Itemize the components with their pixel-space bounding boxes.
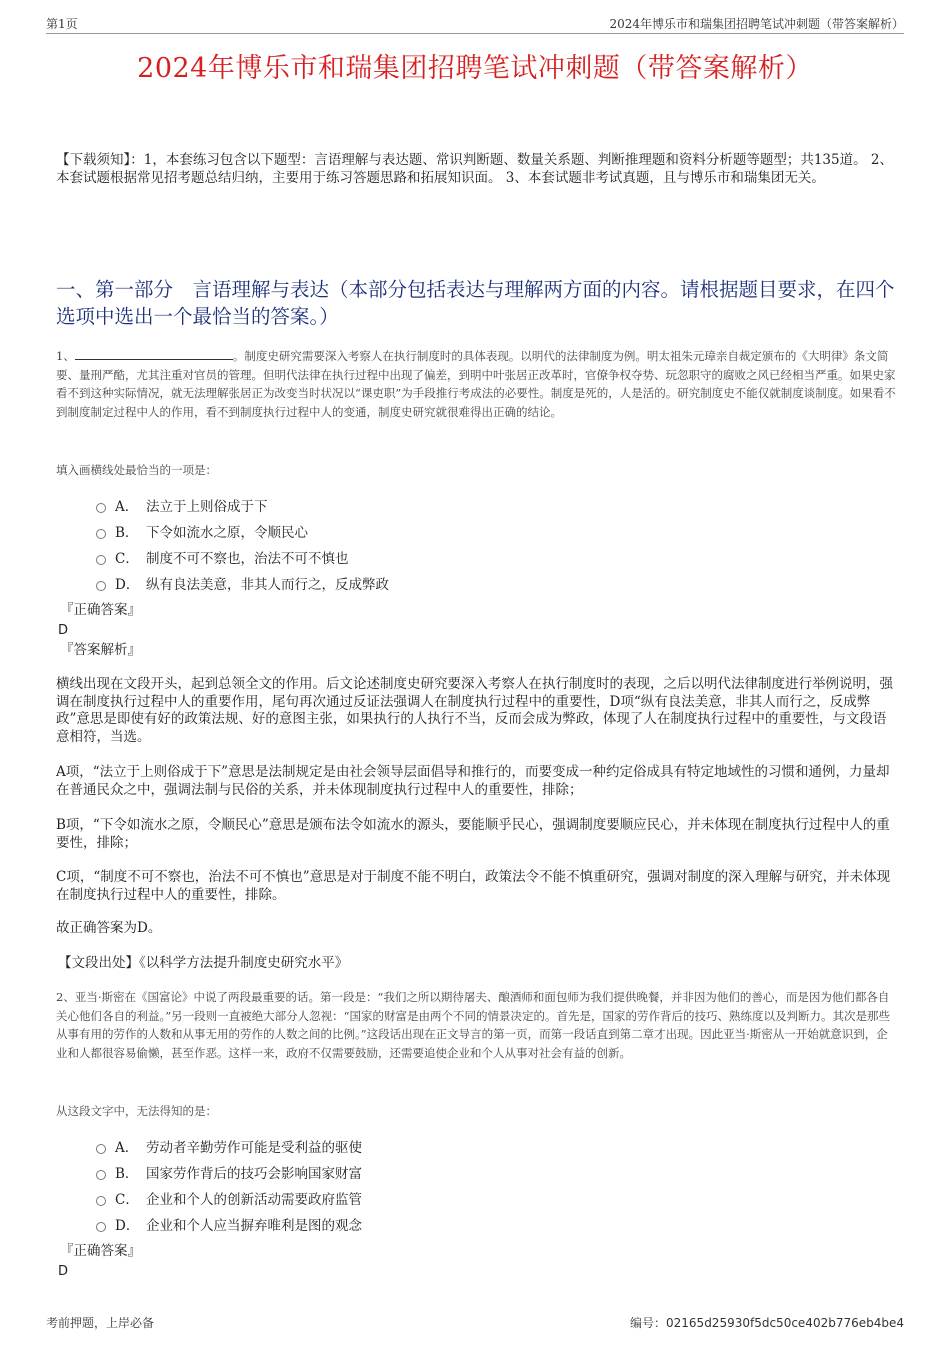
page-title: 2024年博乐市和瑞集团招聘笔试冲刺题（带答案解析）	[137, 53, 813, 84]
analysis-label: 『答案解析』	[60, 642, 141, 658]
radio-button[interactable]	[96, 529, 106, 539]
footer-code: 编号：02165d25930f5dc50ce402b776eb4be4	[630, 1316, 904, 1330]
option-b[interactable]: B． 国家劳作背后的技巧会影响国家财富	[96, 1159, 362, 1185]
option-a[interactable]: A． 法立于上则俗成于下	[96, 492, 389, 518]
question-2-options	[96, 1133, 362, 1237]
fill-blank	[75, 347, 233, 360]
answer-value: D	[58, 1264, 69, 1279]
header-divider	[46, 33, 904, 34]
radio-button[interactable]	[96, 555, 106, 565]
answer-label: 『正确答案』	[60, 602, 141, 618]
radio-button[interactable]	[96, 1144, 106, 1154]
radio-button[interactable]	[96, 503, 106, 513]
analysis-paragraph: C项，“制度不可不察也，治法不可不慎也”意思是对于制度不能不明白，政策法令不能不慎重研究，强调对制度的深入理解与研究，并未体现在制度执行过程中人的重要性，排除。	[56, 869, 891, 903]
question-number: 1、	[56, 349, 75, 363]
question-2-stem: 2、亚当·斯密在《国富论》中说了两段最重要的话。第一段是：“我们之所以期待屠夫、酿酒师和面包师为我们提供晚餐，并非因为他们的善心，而是因为他们都各自关心他们各自的利益。”另一段则一直被绝大部分人忽视：“国家的财富是由两个不同的情景决定的。首先是，国家的劳作背后的技巧、熟练度以及判断力。其次是那些从事有用的劳作的人数和从事无用的劳作的人数之间的比例。”这段话出现在正文导言的第一页，而第一段话直到第二章才出现。因此亚当·斯密从一开始就意识到，企业和人都很容易偷懒，甚至作恶。这样一来，政府不仅需要鼓励，还需要追使企业和个人从事对社会有益的创新。	[56, 990, 890, 1060]
footer-slogan: 考前押题，上岸必备	[46, 1316, 155, 1330]
answer-value: D	[58, 623, 69, 638]
option-b[interactable]: B． 下令如流水之原，令顺民心	[96, 518, 389, 544]
section-heading: 一、第一部分 言语理解与表达（本部分包括表达与理解两方面的内容。请根据题目要求，在四个选项中选出一个最恰当的答案。）	[56, 278, 895, 328]
option-a[interactable]: A． 劳动者辛勤劳作可能是受利益的驱使	[96, 1133, 362, 1159]
option-d[interactable]: D． 企业和个人应当摒弃唯利是图的观念	[96, 1211, 362, 1237]
source-citation: 【文段出处】《以科学方法提升制度史研究水平》	[58, 955, 349, 971]
page-number: 第1页	[46, 17, 78, 31]
header-doc-title: 2024年博乐市和瑞集团招聘笔试冲刺题（带答案解析）	[609, 17, 904, 31]
radio-button[interactable]	[96, 1196, 106, 1206]
analysis-paragraph: 横线出现在文段开头，起到总领全文的作用。后文论述制度史研究要深入考察人在执行制度时的表现，之后以明代法律制度进行举例说明，强调在制度执行过程中人的重要作用，尾句再次通过反证法强调人在制度执行过程中的重要性，D项“纵有良法美意，非其人而行之，反成弊政”意思是即使有好的政策法规、好的意图主张，如果执行的人执行不当，反而会成为弊政，体现了人在制度执行过程中的重要性，与文段语意相符，当选。	[56, 676, 893, 745]
question-1-options	[96, 492, 389, 596]
question-1-stem	[56, 347, 896, 421]
analysis-paragraph: B项，“下令如流水之原，令顺民心”意思是颁布法令如流水的源头，要能顺乎民心，强调制度要顺应民心，并未体现在制度执行过程中人的重要性，排除；	[56, 817, 890, 851]
option-c[interactable]: C． 制度不可不察也，治法不可不慎也	[96, 544, 389, 570]
radio-button[interactable]	[96, 581, 106, 591]
analysis-paragraph: A项，“法立于上则俗成于下”意思是法制规定是由社会领导层面倡导和推行的，而要变成一种约定俗成具有特定地域性的习惯和通例，力量却在普通民众之中，强调法制与民俗的关系，并未体现制度执行过程中人的重要性，排除；	[56, 764, 890, 798]
radio-button[interactable]	[96, 1222, 106, 1232]
answer-label: 『正确答案』	[60, 1243, 141, 1259]
question-2-prompt: 从这段文字中，无法得知的是：	[56, 1104, 217, 1118]
radio-button[interactable]	[96, 1170, 106, 1180]
download-notice: 【下载须知】：1，本套练习包含以下题型：言语理解与表达题、常识判断题、数量关系题、判断推理题和资料分析题等题型；共135道。 2、本套试题根据常见招考题总结归纳，主要用于练习答题思路和拓展知识面。 3、本套试题非考试真题，且与博乐市和瑞集团无关。	[56, 152, 893, 186]
analysis-conclusion: 故正确答案为D。	[56, 920, 162, 936]
option-c[interactable]: C． 企业和个人的创新活动需要政府监管	[96, 1185, 362, 1211]
question-text: 。制度史研究需要深入考察人在执行制度时的具体表现。以明代的法律制度为例。明太祖朱元璋亲自裁定颁布的《大明律》条文简要、量刑严酷，尤其注重对官员的管理。但明代法律在执行过程中出现了偏差，到明中叶张居正改革时，官僚争权夺势、玩忽职守的腐败之风已经相当严重。如果史家看不到这种实际情况，就无法理解张居正为改变当时状况以“课吏职”为手段推行考成法的必要性。制度是死的，人是活的。研究制度史不能仅就制度谈制度。如果看不到制度制定过程中人的作用，看不到制度执行过程中人的变通，制度史研究就很难得出正确的结论。	[56, 349, 896, 419]
option-d[interactable]: D． 纵有良法美意，非其人而行之，反成弊政	[96, 570, 389, 596]
question-1-prompt: 填入画横线处最恰当的一项是：	[56, 463, 217, 477]
